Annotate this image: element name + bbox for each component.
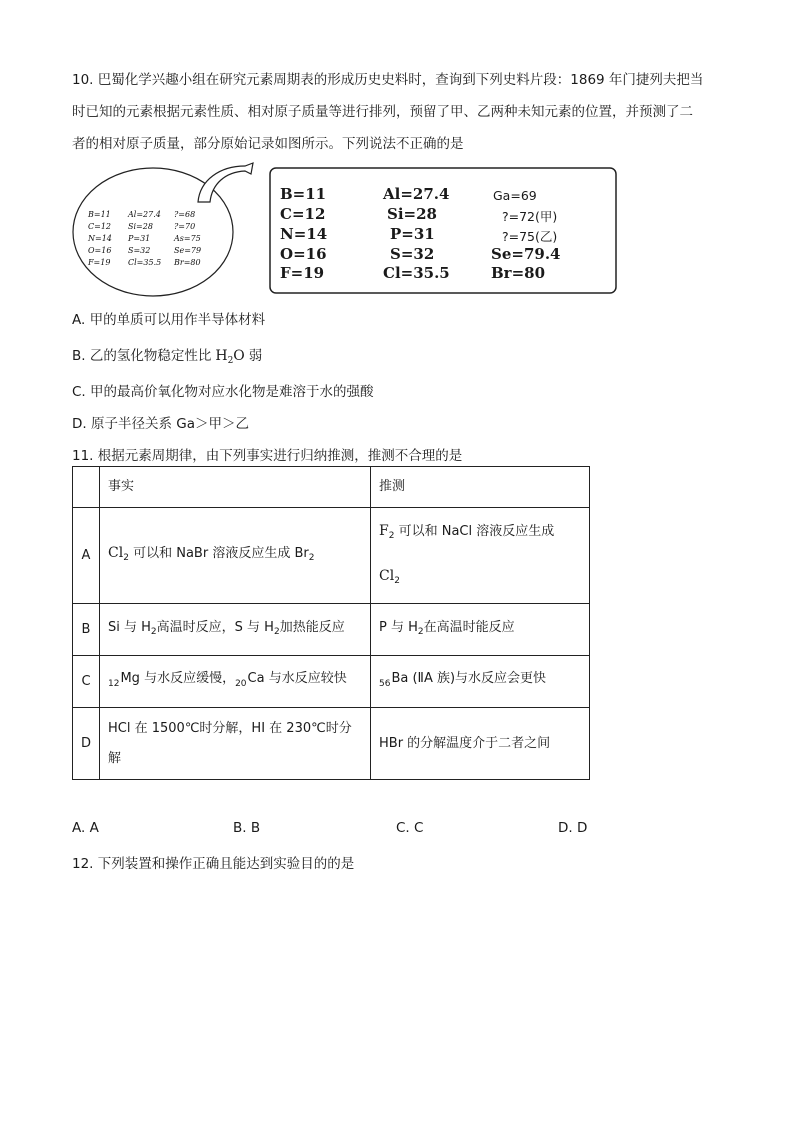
hand-note: C=12 (88, 222, 112, 231)
record-entry: O=16 (280, 245, 327, 263)
guess-sub: 2 (417, 626, 424, 637)
water-formula (215, 348, 244, 364)
record-entry: S=32 (390, 245, 435, 263)
record-entry: ?=75(乙) (502, 229, 558, 244)
q10-option-d: D. 原子半径关系 Ga＞甲＞乙 (72, 416, 250, 432)
table-row (73, 656, 590, 708)
guess-text: Cl (379, 567, 395, 584)
guess-sub: 2 (388, 530, 395, 541)
fact-text: HCl 在 1500℃时分解，HI 在 230℃时分 (108, 720, 352, 736)
fact-text: 加热能反应 (279, 619, 345, 635)
hand-note: B=11 (88, 210, 111, 219)
q10-option-a: A. 甲的单质可以用作半导体材料 (72, 312, 266, 328)
record-entry: Ga=69 (493, 188, 537, 203)
hand-note: S=32 (128, 246, 151, 255)
record-entry: N=14 (280, 225, 328, 243)
fact-text: 高温时反应，S 与 H (156, 619, 274, 635)
row-label: D (73, 708, 100, 780)
hand-note: Se=79 (174, 246, 202, 255)
record-entry: C=12 (280, 205, 326, 223)
hand-note: Cl=35.5 (128, 258, 162, 267)
hand-note: N=14 (88, 234, 112, 243)
table-header-fact: 事实 (100, 467, 371, 508)
table-cell (73, 467, 100, 508)
row-b-guess (371, 604, 590, 656)
fact-text: 可以和 NaBr 溶液反应生成 Br (133, 546, 309, 561)
row-d-fact (100, 708, 371, 780)
row-c-fact (100, 656, 371, 708)
guess-text: P 与 H (379, 619, 418, 635)
q11-option-b: B. B (233, 820, 261, 836)
q10-stem-line3: 者的相对原子质量，部分原始记录如图所示。下列说法不正确的是 (72, 136, 464, 152)
q11-option-c: C. C (396, 820, 424, 836)
option-b-text: B. 乙的氢化物稳定性比 (72, 348, 212, 364)
fact-text: Mg 与水反应缓慢， (120, 671, 236, 686)
row-b-fact (100, 604, 371, 656)
record-entry: Si=28 (387, 205, 437, 223)
q11-option-a: A. A (72, 820, 99, 836)
row-c-guess (371, 656, 590, 708)
q10-option-c: C. 甲的最高价氧化物对应水化物是难溶于水的强酸 (72, 384, 374, 400)
hand-note: F=19 (88, 258, 111, 267)
fact-sub: 2 (308, 553, 315, 563)
row-label: C (73, 656, 100, 708)
fact-sub: 2 (123, 553, 129, 563)
row-a-fact (100, 508, 371, 604)
hand-note: As=75 (174, 234, 201, 243)
q10-option-b (72, 344, 262, 366)
fact-sub: 2 (273, 626, 280, 637)
record-entry: Se=79.4 (491, 245, 561, 263)
guess-text: 可以和 NaCl 溶液反应生成 (398, 523, 555, 539)
atomic-number: 56 (379, 679, 391, 689)
guess-text: F (379, 522, 389, 539)
atomic-number: 12 (108, 679, 120, 689)
q11-option-d: D. D (558, 820, 588, 836)
fact-text: 解 (108, 750, 122, 766)
row-label: B (73, 604, 100, 656)
option-b-tail: 弱 (248, 348, 263, 364)
fact-sub: 2 (150, 626, 157, 637)
fact-text: Si 与 H (108, 619, 151, 635)
atomic-number: 20 (235, 679, 247, 689)
hand-note: Si=28 (128, 222, 153, 231)
hand-note: Al=27.4 (128, 210, 161, 219)
table-header-row (73, 467, 590, 508)
guess-text: 在高温时能反应 (423, 619, 515, 635)
q10-stem-line1: 10. 巴蜀化学兴趣小组在研究元素周期表的形成历史史料时，查询到下列史料片段：1869 年门捷列夫把当 (72, 72, 704, 88)
table-header-guess: 推测 (371, 467, 590, 508)
table-row (73, 508, 590, 604)
record-entry: P=31 (390, 225, 435, 243)
row-d-guess: HBr 的分解温度介于二者之间 (371, 708, 590, 780)
formula-sub: 2 (227, 356, 234, 366)
formula-o: O (233, 348, 245, 364)
record-entry: B=11 (280, 185, 327, 203)
guess-sub: 2 (394, 575, 400, 586)
table-row (73, 604, 590, 656)
record-entry: ?=72(甲) (502, 209, 558, 224)
row-label: A (73, 508, 100, 604)
hand-note: ?=70 (174, 222, 196, 231)
record-entry: F=19 (280, 264, 325, 282)
mendeleev-record-figure (70, 160, 630, 300)
guess-text: Ba (ⅡA 族)与水反应会更快 (391, 671, 547, 686)
formula-h: H (215, 348, 228, 364)
q11-table (72, 466, 590, 780)
q11-stem: 11. 根据元素周期律，由下列事实进行归纳推测，推测不合理的是 (72, 448, 463, 464)
row-a-guess (371, 508, 590, 604)
record-entry: Cl=35.5 (383, 264, 450, 282)
table-row (73, 708, 590, 780)
fact-text: Cl (108, 545, 124, 561)
hand-note: O=16 (88, 246, 112, 255)
record-entry: Br=80 (491, 264, 546, 282)
record-entry: Al=27.4 (383, 185, 450, 203)
hand-note: Br=80 (174, 258, 201, 267)
hand-note: P=31 (128, 234, 151, 243)
q10-stem-line2: 时已知的元素根据元素性质、相对原子质量等进行排列，预留了甲、乙两种未知元素的位置，并预测了二 (72, 104, 693, 120)
fact-text: Ca 与水反应较快 (247, 671, 347, 686)
q12-stem: 12. 下列装置和操作正确且能达到实验目的的是 (72, 856, 355, 872)
hand-note: ?=68 (174, 210, 196, 219)
